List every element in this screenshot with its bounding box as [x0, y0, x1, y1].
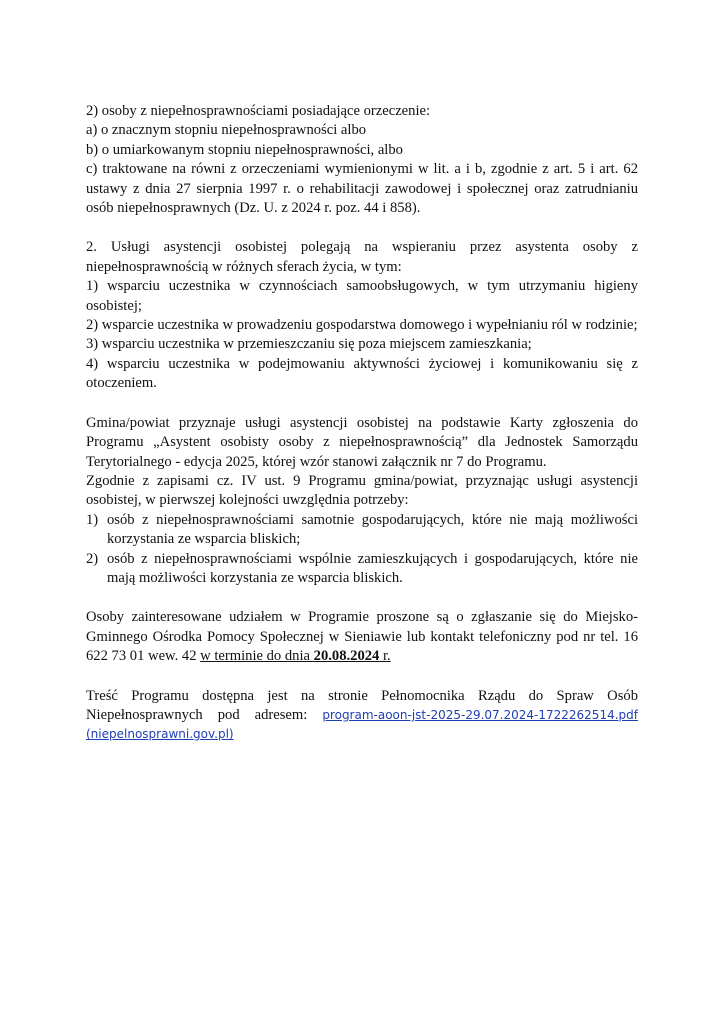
- program-link-text: Treść Programu dostępna jest na stronie Pełnomocnika Rządu do Spraw Osób Niepełnosprawnych pod adresem:: [86, 687, 638, 723]
- priority-list-item: [86, 511, 638, 550]
- contact-paragraph: [86, 608, 638, 666]
- contact-text: Osoby zainteresowane udziałem w Programie proszone są o zgłaszanie się do Miejsko-Gminnego Ośrodka Pomocy Społecznej w Sieniawie lub kontakt telefoniczny pod nr tel. 16 622 73 01 wew. 42: [86, 609, 638, 665]
- list-number: 2): [86, 550, 99, 567]
- section-contact: [86, 608, 638, 666]
- section-priority: [86, 414, 638, 589]
- program-site-link[interactable]: (niepelnosprawni.gov.pl): [86, 727, 234, 742]
- eligibility-item-b: b) o umiarkowanym stopniu niepełnosprawności, albo: [86, 141, 403, 158]
- section-program-link: [86, 687, 638, 745]
- list-number: 1): [86, 511, 99, 528]
- priority-paragraph-1: Gmina/powiat przyznaje usługi asystencji osobistej na podstawie Karty zgłoszenia do Programu „Asystent osobisty osoby z niepełnosprawnością” dla Jednostek Samorządu Terytorialnego - edycja 2025, której wzór stanowi załącznik nr 7 do Programu.: [86, 414, 638, 470]
- services-intro: 2. Usługi asystencji osobistej polegają na wspieraniu przez asystenta osoby z niepełnosprawnością w różnych sferach życia, w tym:: [86, 239, 638, 275]
- deadline: [200, 648, 391, 664]
- section-services: [86, 238, 638, 393]
- deadline-date: 20.08.2024: [313, 648, 380, 665]
- list-text: osób z niepełnosprawnościami wspólnie zamieszkujących i gospodarujących, które nie mają możliwości korzystania ze wsparcia bliskich.: [107, 550, 638, 586]
- eligibility-item-c: c) traktowane na równi z orzeczeniami wymienionymi w lit. a i b, zgodnie z art. 5 i art. 62 ustawy z dnia 27 sierpnia 1997 r. o rehabilitacji zawodowej i społecznej oraz zatrudnianiu osób niepełnosprawnych (Dz. U. z 2024 r. poz. 44 i 858).: [86, 161, 638, 217]
- services-item: 2) wsparcie uczestnika w prowadzeniu gospodarstwa domowego i wypełnianiu ról w rodzinie;: [86, 317, 638, 334]
- program-link-paragraph: [86, 687, 638, 726]
- deadline-prefix: w terminie do dnia: [200, 648, 314, 665]
- services-item: 1) wsparciu uczestnika w czynnościach samoobsługowych, w tym utrzymaniu higieny osobistej;: [86, 278, 638, 314]
- program-pdf-link[interactable]: program-aoon-jst-2025-29.07.2024-1722262514.pdf: [322, 707, 638, 722]
- eligibility-intro: 2) osoby z niepełnosprawnościami posiadające orzeczenie:: [86, 103, 431, 119]
- section-eligibility: [86, 102, 638, 218]
- services-item: 4) wsparciu uczestnika w podejmowaniu aktywności życiowej i komunikowaniu się z otoczeniem.: [86, 355, 638, 392]
- priority-list-item: [86, 550, 638, 589]
- list-text: osób z niepełnosprawnościami samotnie gospodarujących, które nie mają możliwości korzystania ze wsparcia bliskich;: [107, 511, 638, 548]
- eligibility-item-a: a) o znacznym stopniu niepełnosprawności albo: [86, 122, 367, 139]
- deadline-suffix: r.: [379, 648, 391, 665]
- priority-paragraph-2: Zgodnie z zapisami cz. IV ust. 9 Programu gmina/powiat, przyznając usługi asystencji osobistej, w pierwszej kolejności uwzględnia potrzeby:: [86, 472, 638, 509]
- services-item: 3) wsparciu uczestnika w przemieszczaniu się poza miejscem zamieszkania;: [86, 336, 532, 353]
